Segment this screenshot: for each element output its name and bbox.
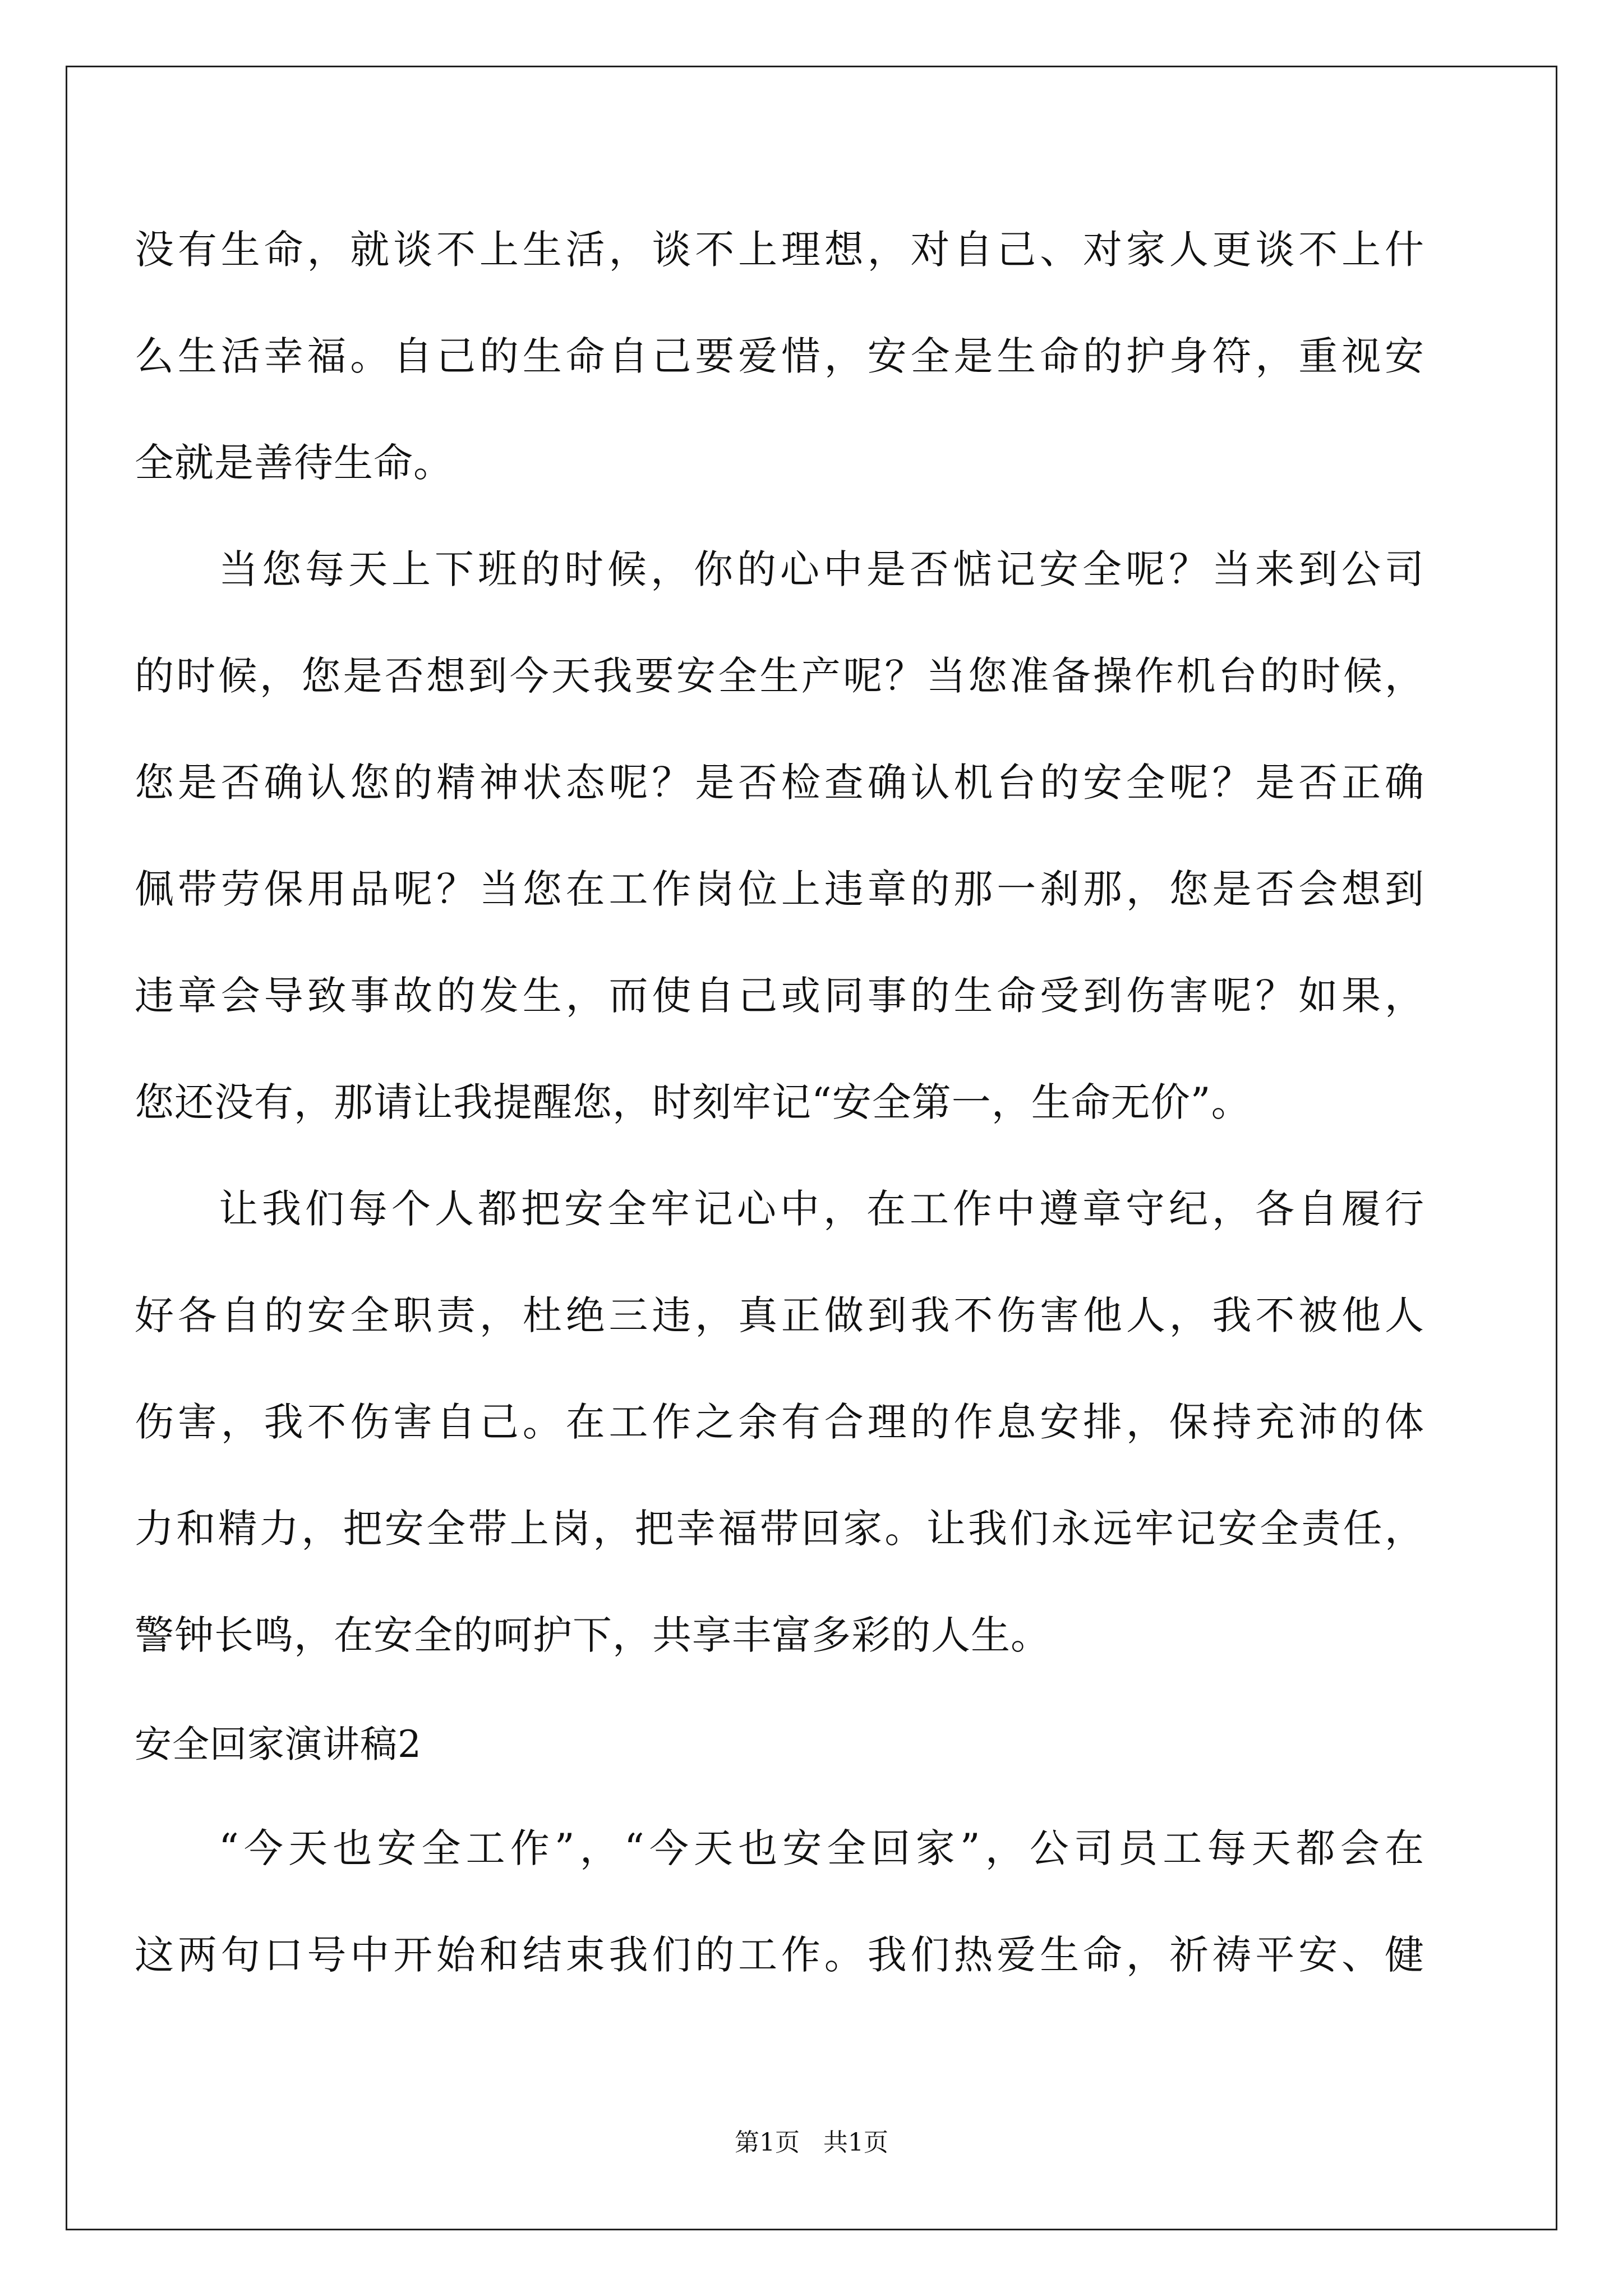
paragraph-1-line-3: 全就是善待生命。 bbox=[135, 440, 453, 486]
paragraph-1-line-1: 没有生命，就谈不上生活，谈不上理想，对自己、对家人更谈不上什 bbox=[135, 227, 1424, 273]
section-paragraph-line-2: 这两句口号中开始和结束我们的工作。我们热爱生命，祈祷平安、健 bbox=[135, 1932, 1424, 1978]
paragraph-2-line-1: 当您每天上下班的时候，你的心中是否惦记安全呢？当来到公司 bbox=[219, 546, 1424, 592]
paragraph-3-line-1: 让我们每个人都把安全牢记心中，在工作中遵章守纪，各自履行 bbox=[219, 1186, 1424, 1232]
section-title: 安全回家演讲稿2 bbox=[135, 1723, 422, 1766]
paragraph-1-line-2: 么生活幸福。自己的生命自己要爱惜，安全是生命的护身符，重视安 bbox=[135, 333, 1424, 379]
section-paragraph-line-1: “今天也安全工作”，“今天也安全回家”，公司员工每天都会在 bbox=[219, 1825, 1424, 1871]
paragraph-3-line-5: 警钟长鸣，在安全的呵护下，共享丰富多彩的人生。 bbox=[135, 1612, 1050, 1658]
paragraph-2-line-5: 违章会导致事故的发生，而使自己或同事的生命受到伤害呢？如果， bbox=[135, 973, 1424, 1019]
paragraph-2-line-2: 的时候，您是否想到今天我要安全生产呢？当您准备操作机台的时候， bbox=[135, 653, 1424, 699]
paragraph-2-line-3: 您是否确认您的精神状态呢？是否检查确认机台的安全呢？是否正确 bbox=[135, 760, 1424, 806]
paragraph-3-line-2: 好各自的安全职责，杜绝三违，真正做到我不伤害他人，我不被他人 bbox=[135, 1292, 1424, 1338]
paragraph-2-line-4: 佩带劳保用品呢？当您在工作岗位上违章的那一刹那，您是否会想到 bbox=[135, 866, 1424, 912]
page-footer: 第1页 共1页 bbox=[735, 2128, 888, 2157]
paragraph-3-line-3: 伤害，我不伤害自己。在工作之余有合理的作息安排，保持充沛的体 bbox=[135, 1399, 1424, 1445]
paragraph-3-line-4: 力和精力，把安全带上岗，把幸福带回家。让我们永远牢记安全责任， bbox=[135, 1506, 1424, 1552]
paragraph-2-line-6: 您还没有，那请让我提醒您，时刻牢记“安全第一，生命无价”。 bbox=[135, 1079, 1251, 1125]
page-border bbox=[66, 66, 1557, 2230]
